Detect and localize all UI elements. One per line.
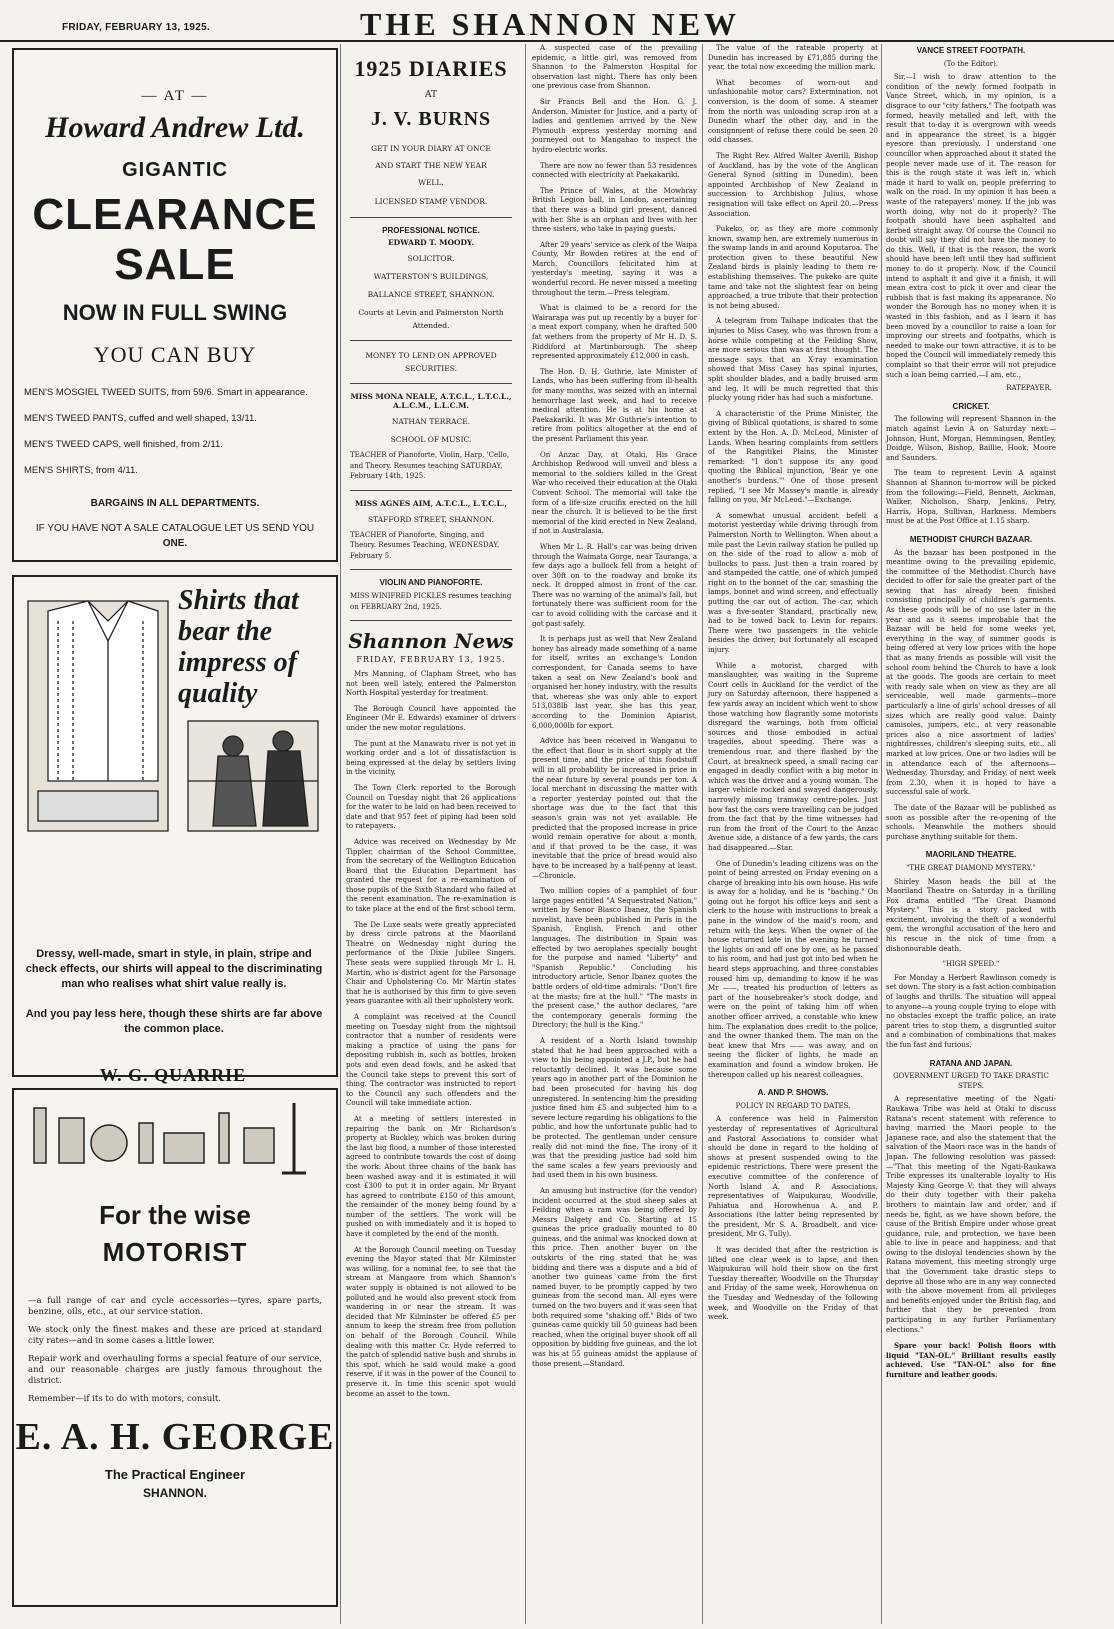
news-paragraph: On Anzac Day, at Otaki, His Grace Archbishop Redwood will unveil and bless a memorial to the soldiers killed in the Great War who received their education at the Otaki Convent School. The memorial will take the form of a life-size crucifix erected on the hill near the church. It is believed to be the first memorial of the kind erected in New Zealand, if not in Australasia. [532,450,697,536]
diaries-line: AND START THE NEW YEAR [375,161,487,170]
bazaar-heading: METHODIST CHURCH BAZAAR. [909,534,1033,544]
neale-school: SCHOOL OF MUSIC. [390,435,472,444]
diaries-at: AT [424,90,437,100]
cricket-heading: CRICKET. [952,401,990,411]
tanol-notice: Spare your back! Polish floors with liquid "TAN-OL." Brilliant results easily achieved. Use "TAN-OL" also for fine furniture and leather goods. [886,1341,1056,1379]
news-paragraph: What becomes of worn-out and unfashionable motor cars? Extermination, not conversion, is the doom of some. A steamer from the north was unloading scrap iron at a Dunedin wharf the other day, and in the consignment of refuse there could be seen 20 odd chasses. [708,78,878,145]
column-5 [886,44,1056,1624]
news-paragraph: At a meeting of settlers interested in repairing the bank on Mr Richardson's property at Buckley, which was broken during the last big flood, a number of those interested agreed to contribute towards the cost of doing the work. About three chains of the bank has been washed away and it is estimated it will cost £300 to put it in order again. Mr Bryant has agreed to contribute £150 of this amount, the remainder of the money being found by a number of the settlers. The work will be pushed on with immediately and it is hoped to have it completed by the end of the month. [346,1114,516,1239]
ad-paragraph: Repair work and overhauling forms a special feature of our service, and our reasonable charges are justly famous throughout the district. [28,1354,322,1386]
theatre-subheading: "THE GREAT DIAMOND MYSTERY." [906,863,1036,872]
news-paragraph: The Town Clerk reported to the Borough Council on Tuesday night that 26 applications for the water to be laid on had been received to date and that 957 feet of piping had been sold to ratepayers. [346,783,516,831]
news-paragraph: One of Dunedin's leading citizens was on the point of being arrested on Friday evening on a charge of breaking into his own house. His wife is away for a holiday, and he is "baching." On going out he forgot his office keys and sent a clerk to the house with instructions to break a pane in the window of the maid's room, and return with the keys. When the owner of the house returned late in the evening he turned the lights on and off one by one, as he passed to his room, and had just got into bed when he heard steps approaching, and three constables roused him up, demanding to know if he was Mr ——, treated his production of letters as part of the housebreaker's stock dodge, and were on the point of taking him off when another officer arrived, a constable who knew him. The explanation does credit to the police, and the owner thanked them. The man on the beat knew that Mrs —— was away, and on seeing the flicker of lights, he made an examination and found a window broken. He thereupon called up his nearest colleagues. [708,859,878,1079]
news-paragraph: As the bazaar has been postponed in the meantime owing to the prevailing epidemic, the committee of the Methodist Church have decided to offer for sale the greater part of the sewing that has already been finished consisting principally of children's garments. As these goods will be of no use later in the year and as it seems improbable that the Bazaar will be held for some weeks yet, everything in the way of summer goods is being offered at very low prices with the hope that as many friends as possible will visit the school room behind the Church to have a look at the goods. The goods are certain to meet with ready sale when on view as they are all serviceable, well made garments—more particularly a line of girls' school dresses of all sizes which are really good value. Dainty camisoles, jumpers, etc., at very reasonable prices also a nice assortment of ladies' nightdresses, children's sleeping suits, etc., all marked at low prices. One or two ladies will be in attendance each of the afternoons—Wednesday, Thursday, and Friday, of next week from 2.30, when it is hoped to have a successful sale of work. [886,548,1056,797]
news-paragraph: When Mr L. R. Hall's car was being driven through the Waimata Gorge, near Tauranga, a few days ago a bullock fell from a height of over 30ft on to the roadway and broke its neck. It dropped almost in front of the car. There was no warning of the animal's fall, but fortunately there was sufficient room for the car to avoid colliding with the carcase and it got past safely. [532,542,697,628]
news-paragraph: At the Borough Council meeting on Tuesday evening the Mayor stated that Mr Kilminster was willing, for a nominal fee, to see that the stream at Mangaore from which Shannon's water supply is obtained is not allowed to be polluted and he would also prevent stock from wandering in or near the stream. It was decided that Mr Kilminster be offered £5 per annum to keep the stream free from pollution on behalf of the Borough Council. While dealing with this matter Cr. Hyde referred to the patch of splendid native bush and shrubs in this spot, which he said would make a good reserve, if it was in the power of the Council to preserve it. In time this scenic spot would become an asset to the town. [346,1245,516,1398]
news-paragraph: A complaint was received at the Council meeting on Tuesday night from the nightsoil contractor that a number of residents were making a practice of using the pans for depositing rubbish in, such as bottles, broken pots and even dead fowls, and he asked that the Council take steps to prevent this sort of thing. The contractor was instructed to report to the Council any such offenders and the Council will take immediate action. [346,1013,516,1108]
news-paragraph: Pukeko, or, as they are more commonly known, swamp hen, are extremely numerous in the swamp lands in and around Koputaroa. The protection given to these beautiful New Zealand birds is plainly leading to them re-establishing themselves. The pukeko are quite tame and take not the slightest fear on being approached, a true tribute that their protection is not being abused. [708,225,878,310]
ap-shows-heading: A. AND P. SHOWS. [757,1088,829,1098]
masthead [0,0,1114,42]
theatre-subheading-2: "HIGH SPEED." [942,960,1000,969]
news-paragraph: Advice has been received in Wanganui to the effect that flour is in short supply at the present time, and the price of this foodstuff will in all probability be increased in price in the near future by several pounds per ton. A local merchant in discussing the matter with a reporter yesterday pointed out that the shortage was due to the fact that this season's grain was not yet available. He predicted that the proposed increase in price would remain operative for about a month, and if that proved to be the case, it was inevitable that the price of bread would also have to be increased by a half-penny at least.—Chronicle. [532,737,697,880]
news-paragraph: A telegram from Taihape indicates that the injuries to Miss Casey, who was thrown from a horse while competing at the Feilding Show, are more serious than was at first thought. The message says that an X-ray examination showed that Miss Casey has spinal injuries, split shoulder blades, and a badly bruised arm and leg. It will be much regretted that this plucky young rider has had such a misfortune. [708,317,878,403]
moody-address: WATTERSTON'S BUILDINGS, [373,272,489,281]
news-paragraph: Advice was received on Wednesday by Mr Tippler, chairman of the School Committee, from the secretary of the Wellington Education Board that the Education Department has granted the request for a re-examination of those pupils of the Sixth Standard who failed at the recent examination. The re-examination is to take place at the end of the first school term. [346,837,516,914]
ad-price-list [24,380,336,484]
news-paragraph: A characteristic of the Prime Minister, the giving of Biblical quotations, is shared to some extent by the Hon. A. D. McLeod, Minister of Lands. When hearing complaints from settlers of the Rangitikei Plains, the Minister remarked: "I don't suppose its any good quoting the Biblical injunction, 'Bear ye one another's burdens.'" One of those present replied, "I see Mr Massey's mantle is already falling on you, Mr McLeod."—Exchange. [708,409,878,505]
news-paragraph: Sir Francis Bell and the Hon. G. J. Anderson, Minister for Justice, and a party of ladies and gentlemen arrived by the New Plymouth express yesterday morning and journeyed out to Mangahao to inspect the hydro-electric works. [532,97,697,154]
news-paragraph: Two million copies of a pamphlet of four large pages entitled "A Sequestrated Nation," written by Senor Blasco Ibanez, the Spanish novelist, have been published in Paris in the Spanish, English, French and other languages. The distribution in Spain was effected by two aeroplanes specially bought for the purpose and named "Liberty" and "Spanish Republic." Concluding his introductory article, Senor Ibanez quotes the battle orders of old-time admirals: "Don't fire at the masts; fire at the hull." "The masts in the present case," the author declares, "are the contemporary generals forming the Directory; the hull is the King." [532,887,697,1030]
divider [350,383,512,384]
price-line: MEN'S MOSGIEL TWEED SUITS, from 59/6. Smart in appearance. [24,387,308,398]
ad-paragraph: Remember—if its to do with motors, consult. [28,1394,222,1404]
diaries-line: WELL. [418,178,444,187]
shannon-news-title: Shannon News [348,629,514,653]
moody-title: SOLICITOR. [407,254,455,263]
divider [350,620,512,621]
news-paragraph: For Monday a Herbert Rawlinson comedy is set down. The story is a fast action combination of laughs and thrills. The situation will appeal to anyone—a young couple trying to elope with no obstacles except the traffic police, an irate parent tries to stop them, a disgruntled suitor and a combination of combinations that makes the fun fast and furious. [886,973,1056,1049]
quarrie-name: W. G. QUARRIE [99,1065,247,1085]
news-paragraph: The punt at the Manawatu river is not yet in working order and a lot of dissatisfaction is being expressed at the delay by settlers living in the vicinity. [346,739,516,777]
issue-date: FRIDAY, FEBRUARY 13, 1925. [62,22,211,33]
divider [350,217,512,218]
shirt-body-text: Dressy, well-made, smart in style, in plain, stripe and check effects, our shirts will appeal to the discriminating man who realises what shirt value really is. [25,948,323,990]
news-paragraph: A conference was held in Palmerston yesterday of representatives of Agricultural and Pastoral Associations to consider what should be done in regard to the holding of shows at present suspended owing to the epidemic restrictions. There were present the executive committee of the conference of North Island A. and P. Associations, representatives of Waipukurau, Woodville, Pahiatua and Horowhenua A. and P. Associations (the latter being represented by the president, Mr S. A. Broadbelt, and vice-president, Mr G. Tully). [708,1115,878,1239]
shannon-news-date: FRIDAY, FEBRUARY 13, 1925. [356,655,506,664]
moody-address: BALLANCE STREET, SHANNON. [367,290,495,299]
letter-signature: RATEPAYER. [1006,384,1052,393]
price-line: MEN'S TWEED CAPS, well finished, from 2/11. [24,439,223,450]
ad-you-can-buy: YOU CAN BUY [93,342,257,367]
news-paragraph: What is claimed to be a record for the Wairarapa was put up recently by a buyer for a meat export company, when he drafted 500 fat wethers from the property of Mr H. D. S. Riddiford at Martinborough. The sheep represented approximately £12,000 in cash. [532,304,697,361]
shirt-body-text-2: And you pay less here, though these shirts are far above the common place. [25,1008,323,1035]
news-paragraph: After 29 years' service as clerk of the Waipa County, Mr Bowden retires at the end of March. Councillors felicitated him at yesterday's meeting, saying it was a wonderful record. He never missed a meeting throughout the term.—Press telegram. [532,240,697,297]
column-2 [346,44,516,1624]
price-line: MEN'S SHIRTS, from 4/11. [24,465,138,476]
column-4 [708,44,878,1624]
ap-shows-subheading: POLICY IN REGARD TO DATES. [735,1101,851,1110]
news-paragraph: The Right Rev. Alfred Walter Averill, Bishop of Auckland, has by the vote of the Anglican General Synod (sitting in Dunedin), been appointed Archbishop of New Zealand in succession to Archbishop Julius, whose resignation will take effect on April 20.—Press Association. [708,151,878,218]
price-line: MEN'S TWEED PANTS, cuffed and well shaped, 13/11. [24,413,257,424]
news-paragraph: A representative meeting of the Ngati-Raukawa Tribe was held at Otaki to discuss Ratana's recent statement with reference to having married the Maori people to the Japanese race, and also the statement that the salvation of the Maori race was in the hands of Japan. The following resolution was passed:—"That this meeting of the Ngati-Raukawa Tribe expresses its unalterable loyalty to His Majesty King George V; that they will always do their duty together with their pakeha brothers to maintain law and order, and if needs be, fight, as we have shown before, the cause of the British Empire under whose great guidance, rule, and protection, we have been able to live in peace and happiness, and that owing to the disloyal tendencies shown by the Ratana movement, this meeting strongly urge that the Government take drastic steps to deprive all those who are in any way connected with the above movement from all privileges and benefits enjoyed under the British flag, and further that they be prevented from participating in any further Parliamentary elections." [886,1095,1056,1334]
column-rule [881,44,882,1624]
news-paragraph: A somewhat unusual accident befell a motorist yesterday while driving through from Palmerston North to Wellington. When about a mile past the Levin railway station he pulled up on the side of the road to allow a mob of bullocks to pass. Just then a train roared by and stampeded the cattle, one of which jumped right on to the bonnet of the car, smashing the lamps, bonnet and wind screen, and effectually putting the car out of action. The car, which was a five-seater Standard, practically new, had to be towed back to Levin for repairs. There were two passengers in the vehicle besides the driver, but fortunately all escaped injury. [708,511,878,655]
news-paragraph: The Prince of Wales, at the Mowbray British Legion ball, in London, ascertaining that there was a blind girl present, danced with her. She is an orphan and lives with her three sisters, who take in paying guests. [532,186,697,234]
news-paragraph: The Hon. D. H. Guthrie, late Minister of Lands, who has been suffering from ill-health for many months, was seized with an internal hemorrhage last week, and had to receive medical attention. He is at his home at Paekakariki. It was Mr Guthrie's intention to retire from politics altogether at the end of the present Parliament this year. [532,367,697,443]
diaries-title: 1925 DIARIES [354,56,508,81]
news-paragraph: The team to represent Levin A against Shannon at Shannon to-morrow will be picked from the following:—Field, Bennett, Aickman, Walker, Nicholson, Sharp, Jenkins, Petry, Harris, Hopa, Sullivan, Harkness. Members must be at the Post Office at 1.15 sharp. [886,469,1056,526]
ad-gigantic: GIGANTIC [122,159,228,181]
ratana-heading: RATANA AND JAPAN. [929,1058,1013,1068]
diaries-line: GET IN YOUR DIARY AT ONCE [371,144,491,153]
ad-firm-name: Howard Andrew Ltd. [45,111,305,144]
george-name: E. A. H. GEORGE [15,1416,335,1458]
moody-name: EDWARD T. MOODY. [387,238,475,247]
ad-full-swing: NOW IN FULL SWING [62,300,288,325]
news-paragraph: Mrs Manning, of Clapham Street, who has not been well lately, entered the Palmerston North Hospital yesterday for treatment. [346,670,516,698]
diaries-line: LICENSED STAMP VENDOR. [374,197,488,206]
moody-courts: Courts at Levin and Palmerston North Attended. [358,308,504,330]
news-paragraph: While a motorist, charged with manslaughter, was waiting in the Supreme Court cells in Auckland for the verdict of the jury on Saturday afternoon, there happened a few yards away an incident which went to show those watching how flagrantly some motorists disregard the warnings, both from official sources and those embodied in actual tragedies, about speeding. There was a tremendous roar, and there flashed by the Court, at breakneck speed, a small racing car engaged in deadly conflict with a big motor in which was the driver and a young woman. The larger vehicle rocked and swayed dangerously, narrowly missing tramway centre-poles. Just how fast the cars were travelling can be judged from the fact that by the time witnesses had run from the front of the Court to the Anzac Avenue side, a distance of a few yards, the cars had disappeared.—Star. [708,661,878,852]
professional-notice-heading: PROFESSIONAL NOTICE. [382,226,480,235]
ad-paragraph: We stock only the finest makes and these are priced at standard city rates—and in some cases a little lower. [28,1325,322,1346]
ad-bargains: BARGAINS IN ALL DEPARTMENTS. [90,498,260,509]
shirt-headline: Shirts that bear the impress of quality [178,585,299,709]
neale-name: MISS MONA NEALE, A.T.C.L., L.T.C.L., A.L.C.M., L.L.C.M. [350,392,512,410]
george-motorist-advert [12,1088,338,1607]
ad-clearance-sale: CLEARANCE SALE [32,190,318,289]
ad-at: — AT — [141,88,209,104]
burns-name: J. V. BURNS [370,108,492,130]
news-paragraph: The value of the rateable property at Dunedin has increased by £71,885 during the year, the total now exceeding the million mark. [708,44,878,72]
george-town: SHANNON. [142,1486,207,1500]
news-paragraph: A suspected case of the prevailing epidemic, a little girl, was removed from Shannon to the Palmerston Hospital for observation last night. There has only been one previous case from Shannon. [532,44,697,91]
news-paragraph: A resident of a North Island township stated that he had been approached with a view to his being appointed a J.P., but he had reluctantly declined. It was because some years ago in another part of the Dominion he had been prosecuted for having his dog unregistered. In sentencing him the presiding justice fined him £5 and subjected him to a severe lecture regarding his obligations to the public, and how the unfortunate public had to be protected. The gentleman under censure really did not mind the fine. The irony of it was that the presiding justice had sold him the same scales a few years previously and had used them in his own business. [532,1037,698,1180]
howard-andrew-advert [12,48,338,562]
news-paragraph: There are now no fewer than 53 residences connected with electricity at Paekakariki. [532,161,697,180]
news-paragraph: The De Luxe seats were greatly appreciated by dress circle patrons at the Maoriland Theatre on Wednesday night during the performance of the Dixie Jubilee Singers. These seats were supplied through Mr L. H. Martin, who is district agent for the Parsonage Chair and Upholstering Co. Mr Martin states that he is authorised by this firm to give seven years guarantee with all their upholstery work. [346,920,516,1006]
news-paragraph: The date of the Bazaar will be published as soon as possible after the re-opening of the schools. Meanwhile the mothers should purchase anything suitable for them. [886,803,1056,841]
divider [350,569,512,570]
column-3 [532,44,697,1624]
ad-george-text [14,1296,336,1405]
news-paragraph: It was decided that after the restriction is lifted one clear week is to lapse, and then Waipukurau will hold their show on the first Tuesday thereafter, Woodville on the Thursday and Friday of the same week, Horowhenua on the Tuesday and Wednesday of the following week, and Woodville on the Friday of that week. [708,1246,878,1322]
money-to-lend: MONEY TO LEND ON APPROVED SECURITIES. [365,351,497,373]
column-rule [702,44,703,1624]
vance-heading: VANCE STREET FOOTPATH. [916,46,1026,55]
quarrie-shirts-advert [12,575,338,1085]
neale-notice: TEACHER of Pianoforte, Violin, Harp, 'Cello, and Theory. Resumes teaching SATURDAY, February 14th, 1925. [350,451,510,480]
theatre-heading: MAORILAND THEATRE. [925,850,1017,860]
divider [350,340,512,341]
george-tagline: The Practical Engineer [104,1467,246,1482]
column-rule [340,44,341,1624]
ad-paragraph: —a full range of car and cycle accessories—tyres, spare parts, benzine, oils, etc., at our service station. [28,1296,322,1317]
pickles-notice: MISS WINIFRED PICKLES resumes teaching on FEBRUARY 2nd, 1925. [350,592,512,611]
vance-subheading: (To the Editor). [943,59,999,68]
news-paragraph: It is perhaps just as well that New Zealand honey has already made something of a name for itself, writes an exchange's London correspondent, for Canada seems to have taken a seat on New Zealand's book and organised her honey industry, with the results that, whereas she was only able to export 513,038lb last year, she has this year, according to the Dominion Apiarist, 6,000,000lb for export. [532,635,697,730]
aim-notice: TEACHER of Pianoforte, Singing, and Theory. Resumes Teaching, WEDNESDAY, February 5. [350,530,500,560]
aim-name: MISS AGNES AIM, A.T.C.L., L.T.C.L., [354,498,508,508]
column-rule [525,44,526,1624]
news-paragraphs [346,670,516,1399]
ad-catalogue-end: ONE. [162,538,188,549]
ad-motorist: MOTORIST [102,1237,248,1267]
letter-text: Sir,—I wish to draw attention to the condition of the newly formed footpath in Vance Street, which, in my opinion, is a disgrace to our "city fathers." The footpath was formed, heavily metalled and left, with the result that to-day it is overgrown with weeds and in appearance the street is a bigger eyesore than previously. I understand one councillor when approached about it stated the people never made use of it. The reason for this is the rough state it was left in, which made it hard to walk on, people preferring to walk on the road. In my opinion it has been a waste of the ratepayers' money. If the job was worth doing, why not do it properly? The footpath should have been asphalted and kerbed straight away. Of course the Council no doubt will say they did not have the money to do this. Well, if that is the reason, the work should have been left until they had sufficient money to do it properly. Now, if the Council intend to asphalt it and give it a finish, it will mean extra cost to pick it over and clear the rubbish that is fast making its appearance. No wonder the Borough has no money when it is wasted in this fashion, and as I learn it has been moved by a councillor to raise a loan for improving our streets and footpaths, which is needed to make our town attractive, it is to be hoped the Council will immediately remedy this complaint so that their error will not prejudice such a loan being carried.—I am, etc., [886,73,1056,379]
divider [350,490,512,491]
aim-address: STAFFORD STREET, SHANNON. [368,514,494,524]
news-paragraph: The Borough Council have appointed the Engineer (Mr E. Edwards) examiner of drivers under the new motor regulations. [346,704,516,732]
news-paragraph: The following will represent Shannon in the match against Levin A on Saturday next:—Johnson, Hunt, Morgan, Hemmingsen, Bentley, Doidge, Wilson, Bishop, Baillie, Hook, Moore and Saunders. [886,415,1056,462]
violin-heading: VIOLIN AND PIANOFORTE. [379,578,483,587]
ad-catalogue: IF YOU HAVE NOT A SALE CATALOGUE LET US SEND YOU [35,523,315,534]
ad-for-the-wise: For the wise [99,1200,251,1230]
ratana-subheading: GOVERNMENT URGED TO TAKE DRASTIC STEPS. [893,1072,1049,1090]
news-paragraph: An amusing but instructive (for the vendor) incident occurred at the stud sheep sales at Feilding when a ram was being offered by Messrs Dalgety and Co. Starting at 15 guineas the price gradually mounted to 80 guineas, and the animal was knocked down at this price. Then another buyer on the outskirts of the ring stated that he was bidding and there was a dispute and a bid of another two guineas came from the first named buyer, to be promptly capped by two guineas from the second man. All eyes were turned on the two buyers and it was seen that both required some "shaking off." Bids of two guineas came quickly till 50 guineas had been reached, when the original buyer shook off all opposition by bidding five guineas, and the lot was his at 55 guineas amidst the applause of those present.—Standard. [532,1186,697,1368]
tools-illustration [24,1098,324,1178]
news-paragraph: Shirley Mason heads the bill at the Maoriland Theatre on Saturday in a thrilling Fox drama entitled "The Great Diamond Mystery." This is a story packed with excitement, involving the theft of a wonderful gem, the wrongful accusation of the hero and his rescue in the nick of time from a dishonourable death. [886,877,1056,953]
neale-address: NATHAN TERRACE. [391,417,471,426]
newspaper-title: THE SHANNON NEW [360,6,741,42]
